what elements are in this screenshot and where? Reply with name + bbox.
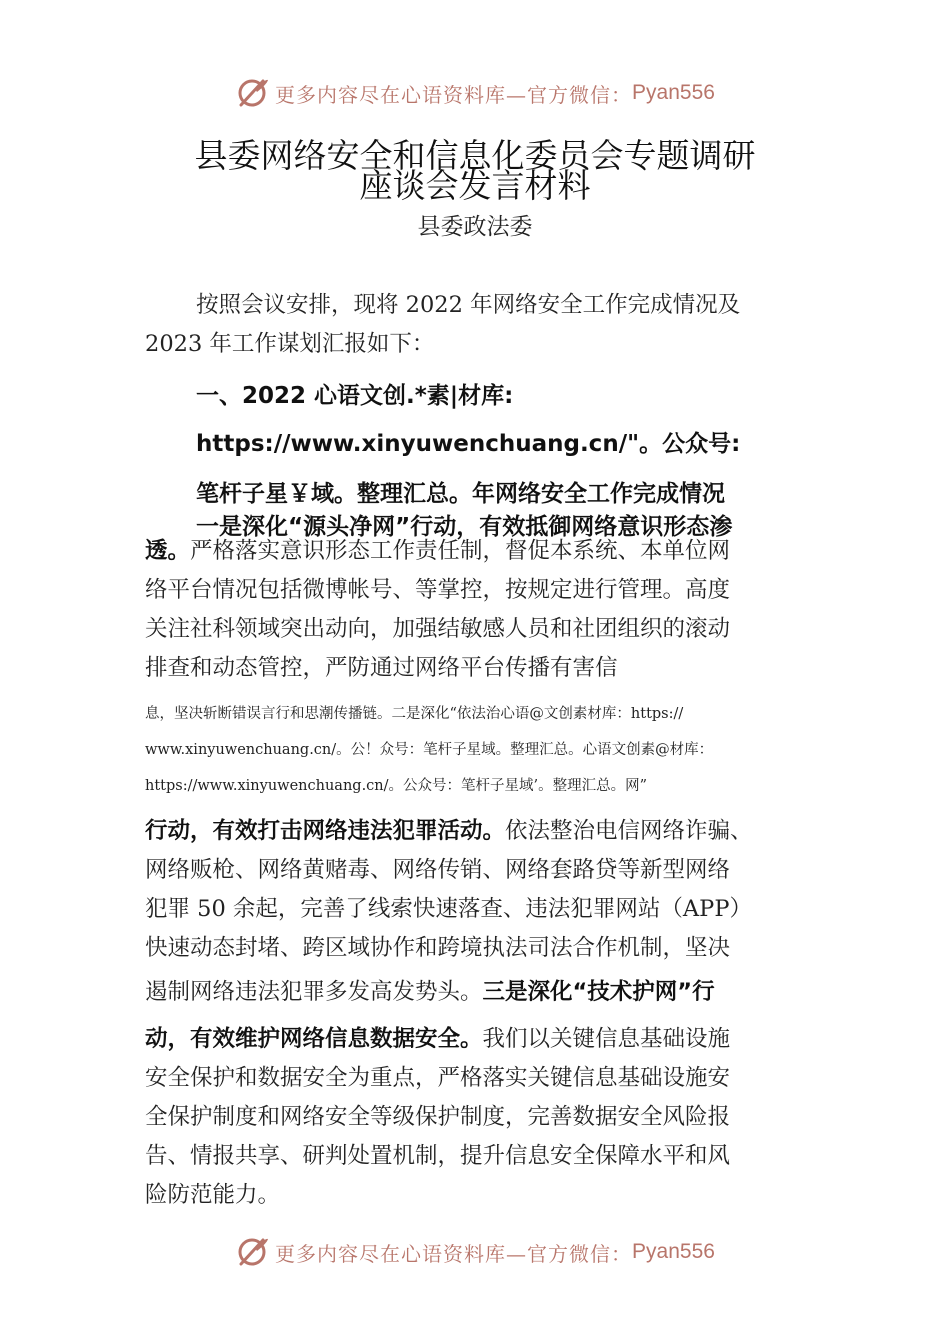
brush-logo-icon	[235, 1234, 271, 1270]
document-author: 县委政法委	[417, 214, 533, 240]
point2-line: 网络贩枪、网络黄赌毒、网络传销、网络套路贷等新型网络	[145, 857, 731, 883]
small-print-line: www.xinyuwenchuang.cn/。公！众号：笔杆子星域。整理汇总。心语文创素@材库：	[145, 742, 714, 758]
intro-line: 按照会议安排，现将 2022 年网络安全工作完成情况及	[196, 292, 741, 318]
point3-line: 全保护制度和网络安全等级保护制度，完善数据安全风险报	[145, 1104, 731, 1130]
document-title-line2: 座谈会发言材料	[359, 166, 591, 205]
watermark-text: 更多内容尽在心语资料库—官方微信：	[275, 1241, 633, 1266]
small-print-line: 息，坚决斩断错误言行和思潮传播链。二是深化“依法治心语@文创素材库：https://	[145, 706, 684, 722]
point2-line: 犯罪 50 余起，完善了线索快速落查、违法犯罪网站（APP）	[145, 896, 752, 922]
point2-text: 依法整治电信网络诈骗、	[505, 818, 753, 844]
point1-line: 关注社科领域突出动向，加强结敏感人员和社团组织的滚动	[145, 616, 731, 642]
intro-line: 2023 年工作谋划汇报如下：	[145, 331, 435, 357]
watermark-text: 更多内容尽在心语资料库—官方微信：	[275, 82, 633, 107]
point2-text-end: 遏制网络违法犯罪多发高发势头。	[145, 979, 483, 1005]
small-print-line: https://www.xinyuwenchuang.cn/。公众号：笔杆子星域’。整理汇总。网”	[145, 778, 648, 794]
section-heading-line: https://www.xinyuwenchuang.cn/"。公众号:	[196, 431, 741, 457]
point2-line	[145, 812, 753, 851]
point3-line	[145, 1020, 730, 1059]
section-heading-line: 一、2022 心语文创.*素|材库:	[196, 383, 514, 409]
point1-line	[145, 532, 730, 571]
point3-line: 安全保护和数据安全为重点，严格落实关键信息基础设施安	[145, 1065, 731, 1091]
point1-heading-end: 透。	[145, 538, 191, 564]
section-heading-line: 笔杆子星￥域。整理汇总。年网络安全工作完成情况	[196, 481, 725, 507]
point3-heading: 三是深化“技术护网”行	[482, 979, 715, 1005]
point2-heading: 行动，有效打击网络违法犯罪活动。	[145, 818, 506, 844]
point3-line: 险防范能力。	[145, 1182, 281, 1208]
watermark-wechat-id: Pyan556	[632, 1240, 715, 1263]
brush-logo-icon	[235, 75, 271, 111]
document-title-line1: 县委网络安全和信息化委员会专题调研	[194, 136, 756, 175]
point3-heading-end: 动，有效维护网络信息数据安全。	[145, 1026, 483, 1052]
point1-heading: 一是深化“源头净网”行动，有效抵御网络意识形态渗	[196, 514, 733, 540]
point2-line	[145, 973, 715, 1012]
point2-line: 快速动态封堵、跨区域协作和跨境执法司法合作机制，坚决	[145, 935, 731, 961]
header-watermark	[0, 73, 950, 113]
point1-line: 络平台情况包括微博帐号、等掌控，按规定进行管理。高度	[145, 577, 731, 603]
point3-line: 告、情报共享、研判处置机制，提升信息安全保障水平和风	[145, 1143, 731, 1169]
watermark-wechat-id: Pyan556	[632, 81, 715, 104]
point1-text: 严格落实意识形态工作责任制，督促本系统、本单位网	[190, 538, 731, 564]
point3-text: 我们以关键信息基础设施	[482, 1026, 731, 1052]
point1-line: 排查和动态管控，严防通过网络平台传播有害信	[145, 655, 618, 681]
footer-watermark	[0, 1232, 950, 1272]
